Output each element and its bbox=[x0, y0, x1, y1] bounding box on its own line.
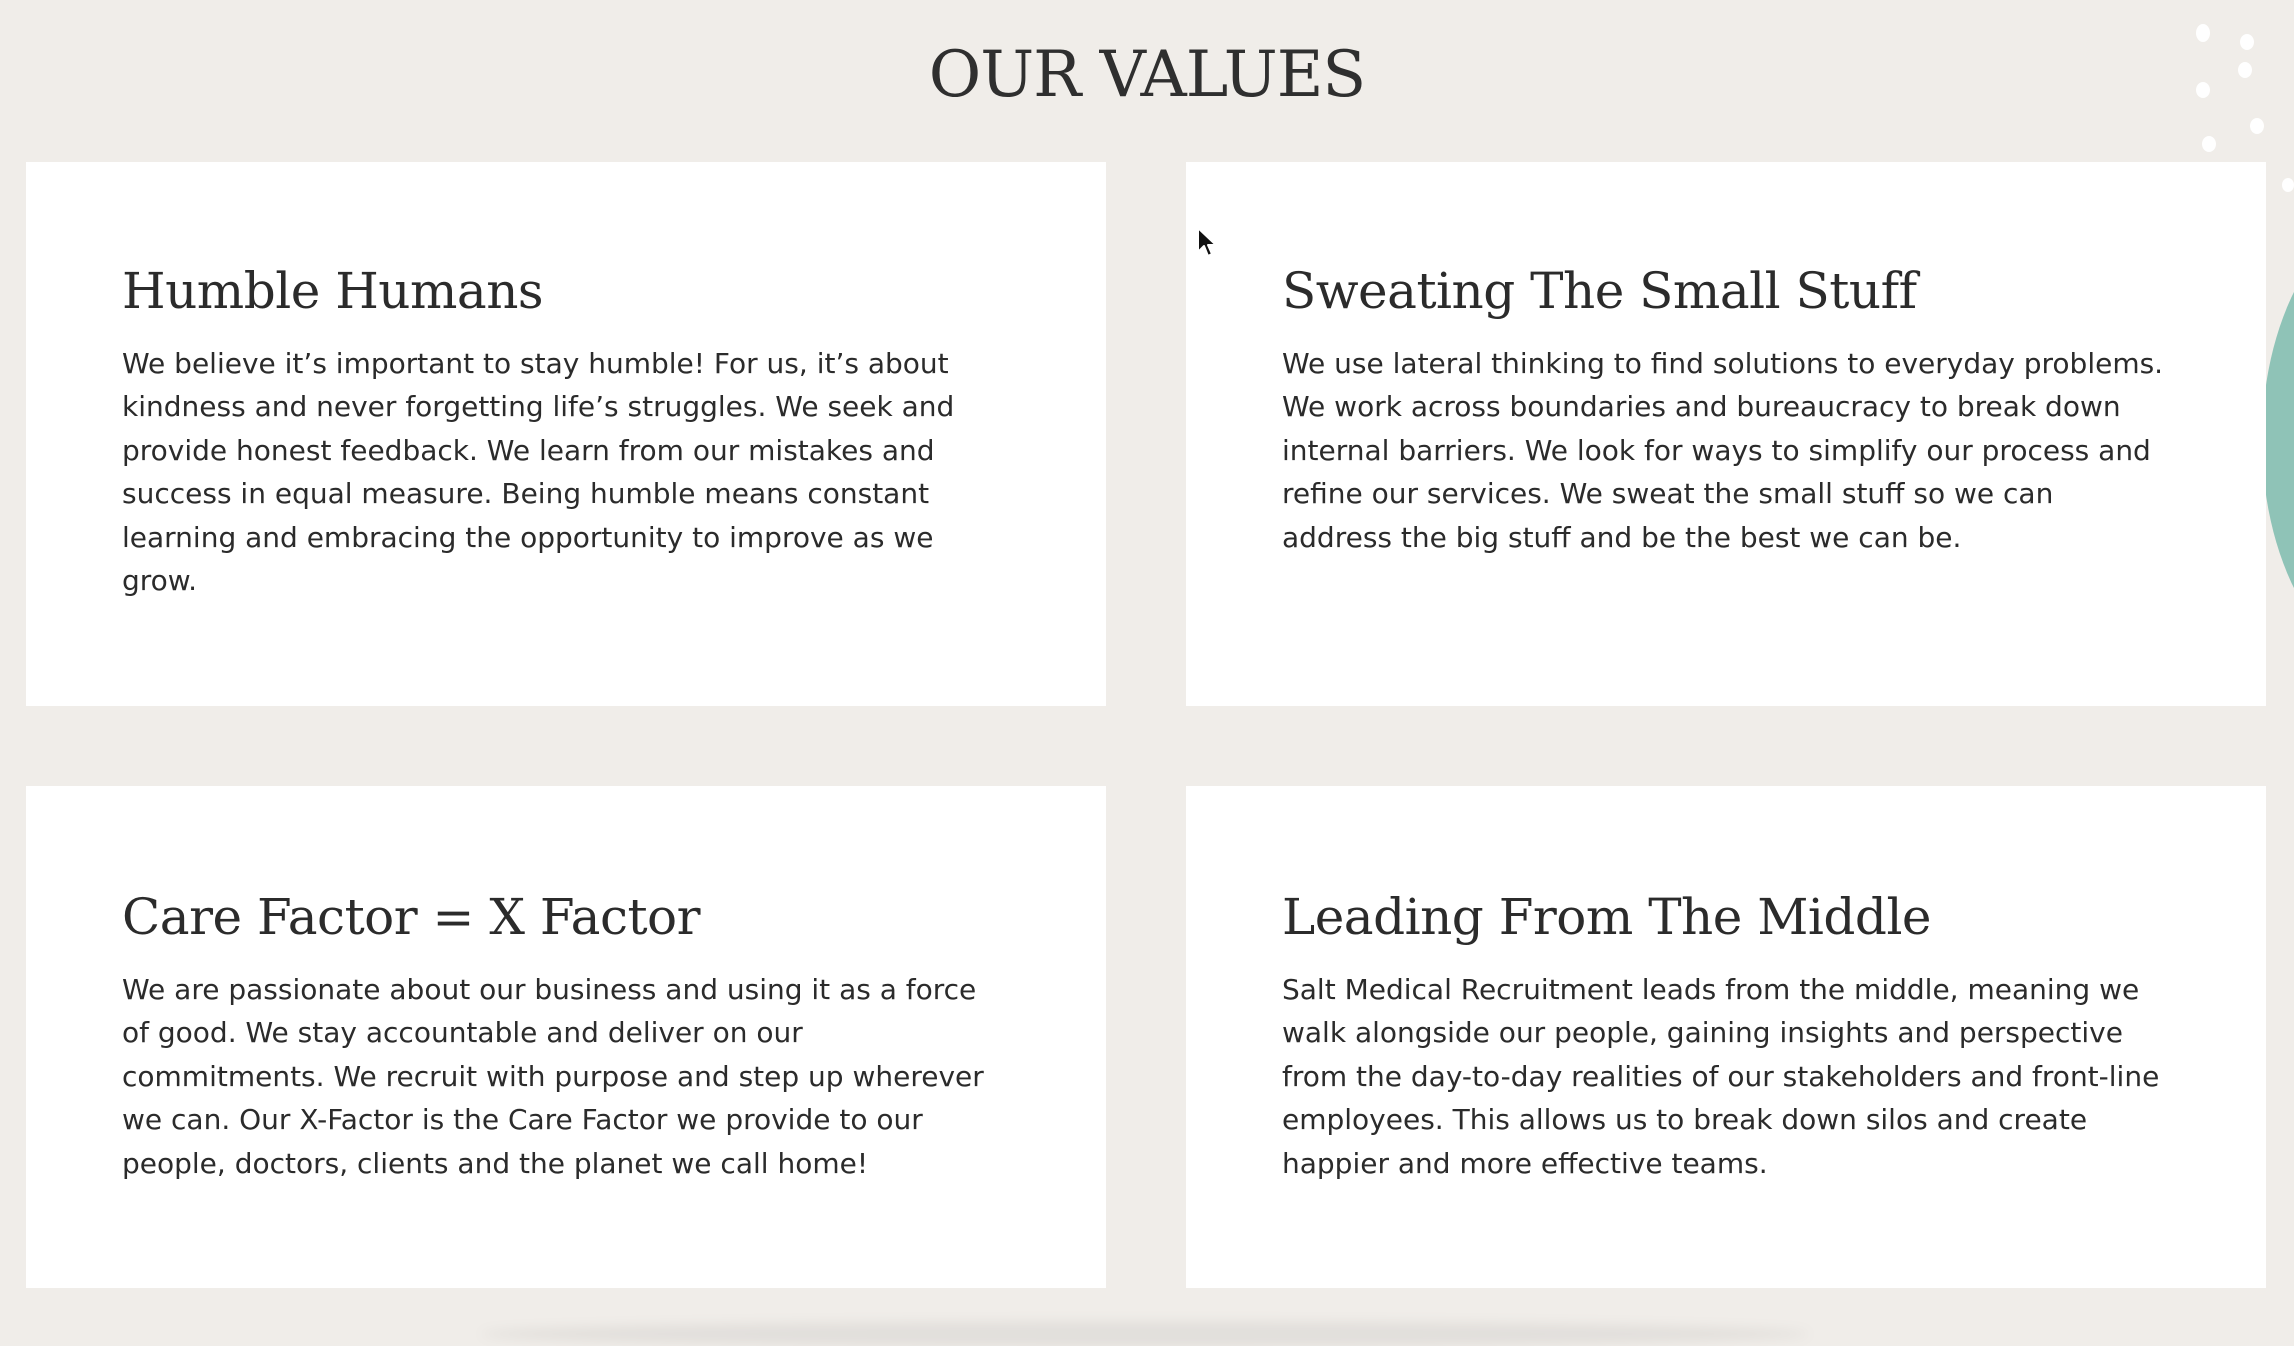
value-description: We believe it’s important to stay humble! For us, it’s about kindness and never forgetting life’s struggles. We seek and provide honest feedback. We learn from our mistakes and success in equal measure. Being humble means constant learning and embracing the opportunity to improve as we grow. bbox=[122, 347, 955, 598]
decorative-dot bbox=[2250, 118, 2264, 134]
mouse-pointer-icon bbox=[1196, 226, 1220, 260]
value-card-humble-humans bbox=[26, 162, 1106, 706]
value-heading: Leading From The Middle bbox=[1282, 888, 1932, 946]
value-heading: Humble Humans bbox=[122, 262, 544, 320]
value-description: We use lateral thinking to find solutions to everyday problems. We work across boundaries and bureaucracy to break down internal barriers. We look for ways to simplify our process and refine our services. We sweat the small stuff so we can address the big stuff and be the best we can be. bbox=[1282, 347, 2164, 554]
page-title: OUR VALUES bbox=[928, 38, 1366, 112]
section-shadow bbox=[480, 1322, 1810, 1346]
value-heading: Sweating The Small Stuff bbox=[1282, 262, 1917, 320]
decorative-teal-shape bbox=[2262, 200, 2294, 680]
value-card-leading-from-middle bbox=[1186, 786, 2266, 1288]
decorative-dot bbox=[2238, 62, 2252, 78]
value-description: We are passionate about our business and using it as a force of good. We stay accountable and deliver on our commitments. We recruit with purpose and step up wherever we can. Our X-Factor is the Care Factor we provide to our people, doctors, clients and the planet we call home! bbox=[122, 973, 984, 1180]
decorative-dot bbox=[2196, 24, 2210, 42]
value-heading: Care Factor = X Factor bbox=[122, 888, 701, 946]
value-card-sweating-small-stuff bbox=[1186, 162, 2266, 706]
decorative-dot bbox=[2282, 178, 2294, 192]
value-card-care-factor bbox=[26, 786, 1106, 1288]
decorative-dot bbox=[2196, 82, 2210, 98]
value-description: Salt Medical Recruitment leads from the middle, meaning we walk alongside our people, gaining insights and perspective from the day-to-day realities of our stakeholders and front-line employees. This allows us to break down silos and create happier and more effective teams. bbox=[1282, 973, 2160, 1180]
decorative-dot bbox=[2202, 136, 2216, 152]
decorative-dot bbox=[2240, 34, 2254, 50]
